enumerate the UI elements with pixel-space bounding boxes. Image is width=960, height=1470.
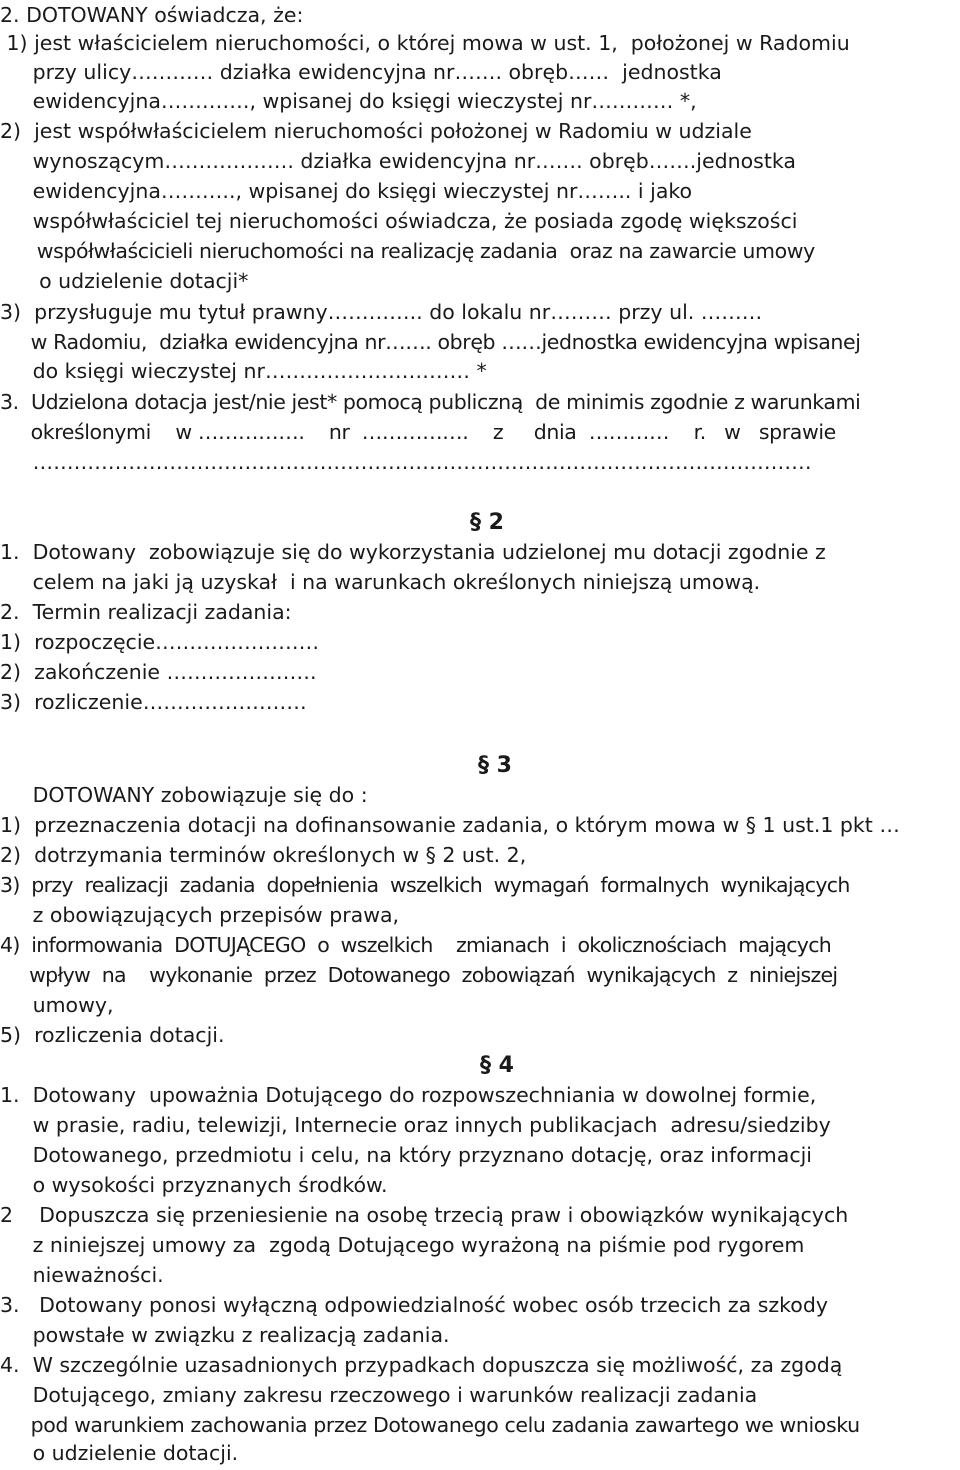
sec3-item-3-line-2: z obowiązujących przepisów prawa, <box>0 903 400 927</box>
sec3-item-1 <box>0 810 960 840</box>
para-2-item-3-line-1: 3) przysługuje mu tytuł prawny………….. do lokalu nr……… przy ul. ……… <box>0 300 763 324</box>
sec4-item-4-line-3: pod warunkiem zachowania przez Dotowanego celu zadania zawartego we wniosku <box>0 1413 860 1437</box>
para-2-item-2-line-1: 2) jest współwłaścicielem nieruchomości położonej w Radomiu w udziale <box>0 119 752 143</box>
sec2-item-2: 2. Termin realizacji zadania: <box>0 600 292 624</box>
sec4-item-3-line-2: powstałe w związku z realizacją zadania. <box>0 1323 450 1347</box>
sec3-item-3-line-1: 3) przy realizacji zadania dopełnienia wszelkich wymagań formalnych wynikających <box>0 873 850 897</box>
section-symbol-icon: § <box>470 510 481 535</box>
sec2-item-2-start: 1) rozpoczęcie…………………… <box>0 630 320 654</box>
para-2-item-2-line-4: współwłaściciel tej nieruchomości oświadcza, że posiada zgodę większości <box>0 209 798 233</box>
para-2-item-1-line-2: przy ulicy………… działka ewidencyjna nr……. obręb…… jednostka <box>0 60 722 84</box>
sec3-item-2-text: 2) dotrzymania terminów określonych w <box>0 843 426 867</box>
section-symbol-icon: § <box>480 1053 491 1078</box>
sec4-item-3-line-1: 3. Dotowany ponosi wyłączną odpowiedzialność wobec osób trzecich za szkody <box>0 1293 828 1317</box>
sec4-item-4-line-4: o udzielenie dotacji. <box>0 1441 239 1465</box>
sec3-intro: DOTOWANY zobowiązuje się do : <box>0 783 368 807</box>
sec3-item-4-line-2: wpływ na wykonanie przez Dotowanego zobowiązań wynikających z niniejszej <box>0 963 838 987</box>
para-3-line-1: 3. Udzielona dotacja jest/nie jest* pomocą publiczną de minimis zgodnie z warunkami <box>0 390 861 414</box>
sec4-item-1-line-1: 1. Dotowany upoważnia Dotującego do rozpowszechniania w dowolnej formie, <box>0 1083 817 1107</box>
sec3-item-4-line-3: umowy, <box>0 993 114 1017</box>
sec3-item-1-ref: 1 ust.1 pkt … <box>756 813 900 837</box>
para-3-line-3: …………………………………………………………………………………………………… <box>0 450 812 474</box>
sec2-item-1-line-1: 1. Dotowany zobowiązuje się do wykorzystania udzielonej mu dotacji zgodnie z <box>0 540 826 564</box>
sec4-item-4-line-2: Dotującego, zmiany zakresu rzeczowego i warunków realizacji zadania <box>0 1383 758 1407</box>
sec4-item-1-line-3: Dotowanego, przedmiotu i celu, na który przyznano dotację, oraz informacji <box>0 1143 812 1167</box>
section-3-number: 3 <box>496 753 512 778</box>
sec4-item-1-line-4: o wysokości przyznanych środków. <box>0 1173 388 1197</box>
sec3-item-1-text: 1) przeznaczenia dotacji na dofinansowanie zadania, o którym mowa w <box>0 813 746 837</box>
sec4-item-2-line-1: 2 Dopuszcza się przeniesienie na osobę trzecią praw i obowiązków wynikających <box>0 1203 849 1227</box>
sec4-item-2-line-3: nieważności. <box>0 1263 164 1287</box>
sec4-item-1-line-2: w prasie, radiu, telewizji, Internecie oraz innych publikacjach adresu/siedziby <box>0 1113 831 1137</box>
section-2-heading <box>470 506 504 540</box>
sec4-item-4-line-1: 4. W szczególnie uzasadnionych przypadkach dopuszcza się możliwość, za zgodą <box>0 1353 843 1377</box>
para-2-item-3-line-2: w Radomiu, działka ewidencyjna nr……. obręb ……jednostka ewidencyjna wpisanej <box>0 330 861 354</box>
section-3-heading <box>478 749 512 783</box>
section-4-heading <box>480 1049 514 1083</box>
para-2-item-1-line-1: 1) jest właścicielem nieruchomości, o której mowa w ust. 1, położonej w Radomiu <box>0 31 850 55</box>
sec3-item-5: 5) rozliczenia dotacji. <box>0 1023 225 1047</box>
sec2-item-1-line-2: celem na jaki ją uzyskał i na warunkach określonych niniejszą umową. <box>0 570 761 594</box>
sec3-item-4-line-1: 4) informowania DOTUJĄCEGO o wszelkich zmianach i okolicznościach mających <box>0 933 832 957</box>
para-2-item-2-line-5: współwłaścicieli nieruchomości na realizację zadania oraz na zawarcie umowy <box>0 239 815 263</box>
para-3-line-2: określonymi w ……………. nr ……………. z dnia ………… r. w sprawie <box>0 420 836 444</box>
section-4-number: 4 <box>498 1053 514 1078</box>
sec3-item-2 <box>0 840 960 870</box>
section-2-number: 2 <box>488 510 504 535</box>
sec2-item-2-settlement: 3) rozliczenie…………………… <box>0 690 307 714</box>
sec2-item-2-end: 2) zakończenie …………………. <box>0 660 317 684</box>
section-symbol-icon: § <box>478 753 489 778</box>
para-2-item-1-line-3: ewidencyjna…………., wpisanej do księgi wieczystej nr………… *, <box>0 89 697 113</box>
para-2-item-2-line-6: o udzielenie dotacji* <box>0 269 249 293</box>
para-2-intro: 2. DOTOWANY oświadcza, że: <box>0 3 304 27</box>
section-symbol-icon: § <box>425 843 436 867</box>
section-symbol-icon: § <box>745 813 757 837</box>
sec3-item-2-ref: 2 ust. 2, <box>435 843 527 867</box>
para-2-item-2-line-2: wynoszącym………………. działka ewidencyjna nr……. obręb…….jednostka <box>0 149 796 173</box>
sec4-item-2-line-2: z niniejszej umowy za zgodą Dotującego wyrażoną na piśmie pod rygorem <box>0 1233 805 1257</box>
para-2-item-3-line-3: do księgi wieczystej nr………………………… * <box>0 359 487 383</box>
para-2-item-2-line-3: ewidencyjna……….., wpisanej do księgi wieczystej nr…….. i jako <box>0 179 693 203</box>
